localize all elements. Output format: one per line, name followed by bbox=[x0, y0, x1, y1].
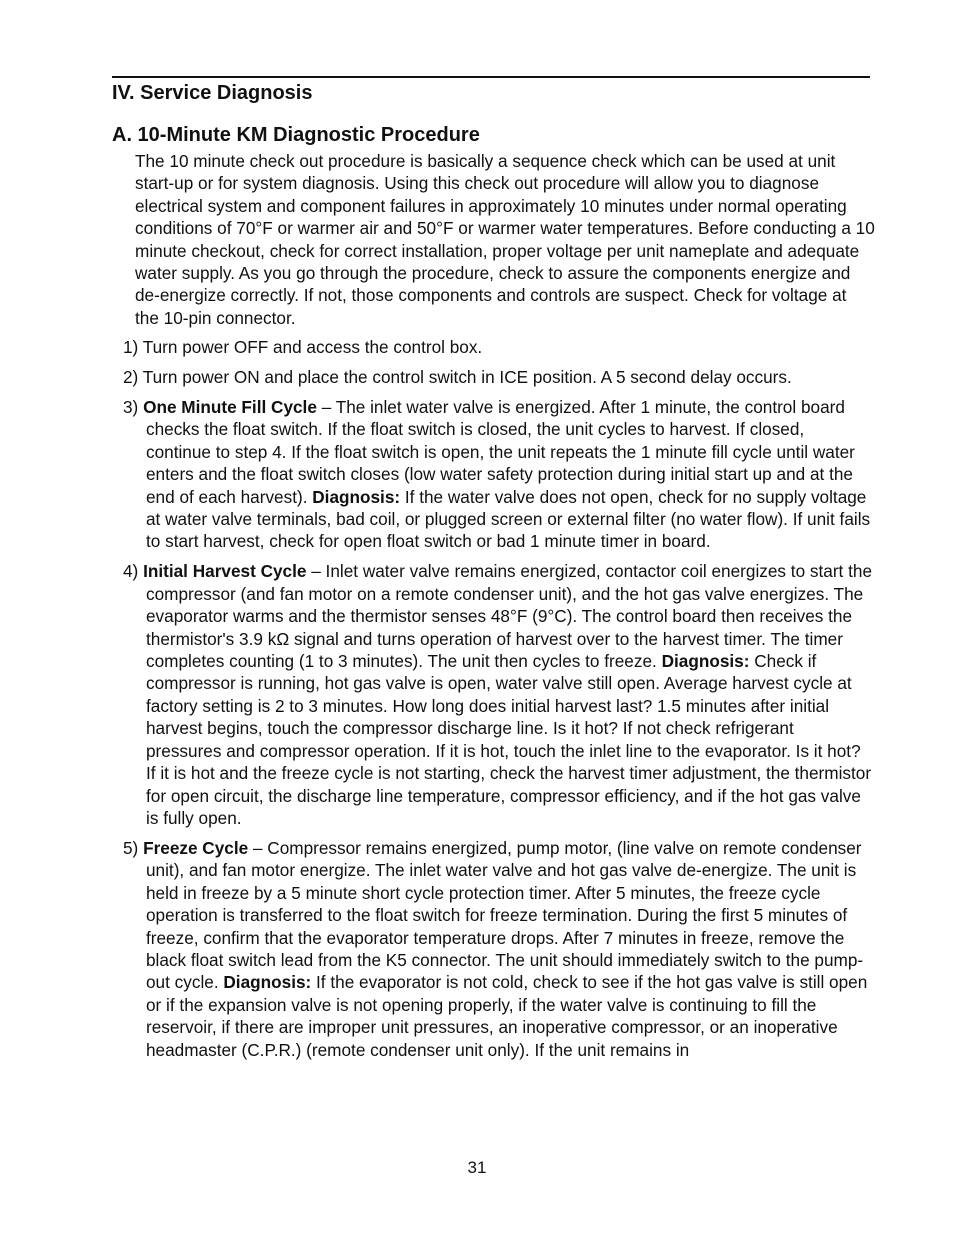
step-title: One Minute Fill Cycle bbox=[143, 397, 317, 417]
intro-paragraph: The 10 minute check out procedure is basically a sequence check which can be used at unit start-up or for system diagnosis. Using this check out procedure will allow you to diagnose electrical system and component failures in approximately 10 minutes under normal operating conditions of 70°F or warmer air and 50°F or warmer water temperatures. Before conducting a 10 minute checkout, check for correct installation, proper voltage per unit nameplate and adequate water supply. As you go through the procedure, check to assure the components energize and de-energize correctly. If not, those components and controls are suspect. Check for voltage at the 10-pin connector. bbox=[135, 151, 875, 328]
step-5 bbox=[123, 837, 873, 1061]
subsection-title: A. 10-Minute KM Diagnostic Procedure bbox=[112, 124, 480, 146]
procedure-steps bbox=[123, 336, 873, 1069]
diagnosis-text: If the water valve does not open, check for no supply voltage at water valve terminals, bad coil, or plugged screen or external filter (no water flow). If unit fails to start harvest, check for open float switch or bad 1 minute timer in board. bbox=[146, 486, 871, 552]
section-title: IV. Service Diagnosis bbox=[112, 82, 313, 104]
diagnosis-label: Diagnosis: bbox=[661, 651, 750, 672]
step-title: Freeze Cycle bbox=[143, 837, 249, 858]
diagnosis-label: Diagnosis: bbox=[312, 486, 401, 507]
step-title: Initial Harvest Cycle bbox=[143, 561, 307, 582]
step-3 bbox=[123, 396, 873, 553]
step-number: 4) bbox=[123, 561, 139, 582]
step-text: Turn power ON and place the control switch in ICE position. A 5 second delay occurs. bbox=[142, 367, 792, 387]
step-1 bbox=[123, 336, 873, 358]
step-number: 5) bbox=[123, 837, 139, 858]
top-rule bbox=[112, 76, 870, 78]
diagnosis-label: Diagnosis: bbox=[223, 972, 312, 993]
step-text: – Inlet water valve remains energized, contactor coil energizes to start the compressor (and fan motor on a remote condenser unit), and the hot gas valve energizes. The evaporator warms and the thermistor senses 48°F (9°C). The control board then receives the thermistor's 3.9 kΩ signal and turns operation of harvest over to the harvest timer. The timer completes counting (1 to 3 minutes). The unit then cycles to freeze. bbox=[146, 561, 873, 672]
step-text: Turn power OFF and access the control box. bbox=[142, 337, 483, 357]
step-2 bbox=[123, 366, 873, 388]
diagnosis-text: If the evaporator is not cold, check to see if the hot gas valve is still open or if the expansion valve is not opening properly, if the water valve is continuing to fill the reservoir, if there are improper unit pressures, an inoperative compressor, or an inoperative headmaster (C.P.R.) (remote condenser unit only). If the unit remains in bbox=[146, 972, 868, 1060]
step-text: – Compressor remains energized, pump motor, (line valve on remote condenser unit), and fan motor energize. The inlet water valve and hot gas valve de-energize. The unit is held in freeze by a 5 minute short cycle protection timer. After 5 minutes, the freeze cycle operation is transferred to the float switch for freeze termination. During the first 5 minutes of freeze, confirm that the evaporator temperature drops. After 7 minutes in freeze, remove the black float switch lead from the K5 connector. The unit should immediately switch to the pump-out cycle. bbox=[146, 837, 864, 993]
step-number: 3) bbox=[123, 397, 139, 417]
diagnosis-text: Check if compressor is running, hot gas valve is open, water valve still open. Average harvest cycle at factory setting is 2 to 3 minutes. How long does initial harvest last? 1.5 minutes after initial harvest begins, touch the compressor discharge line. Is it hot? If not check refrigerant pressures and compressor operation. If it is hot, touch the inlet line to the evaporator. Is it hot? If it is hot and the freeze cycle is not starting, check the harvest timer adjustment, the thermistor for open circuit, the discharge line temperature, compressor efficiency, and if the hot gas valve is fully open. bbox=[146, 651, 872, 828]
step-text: – The inlet water valve is energized. After 1 minute, the control board checks the float switch. If the float switch is closed, the unit cycles to harvest. If closed, continue to step 4. If the float switch is open, the unit repeats the 1 minute fill cycle until water enters and the float switch closes (low water safety protection during initial start up and at the end of each harvest). bbox=[146, 397, 855, 507]
page-number: 31 bbox=[467, 1158, 487, 1177]
step-number: 1) bbox=[123, 337, 139, 357]
step-4 bbox=[123, 560, 873, 829]
step-number: 2) bbox=[123, 367, 139, 387]
